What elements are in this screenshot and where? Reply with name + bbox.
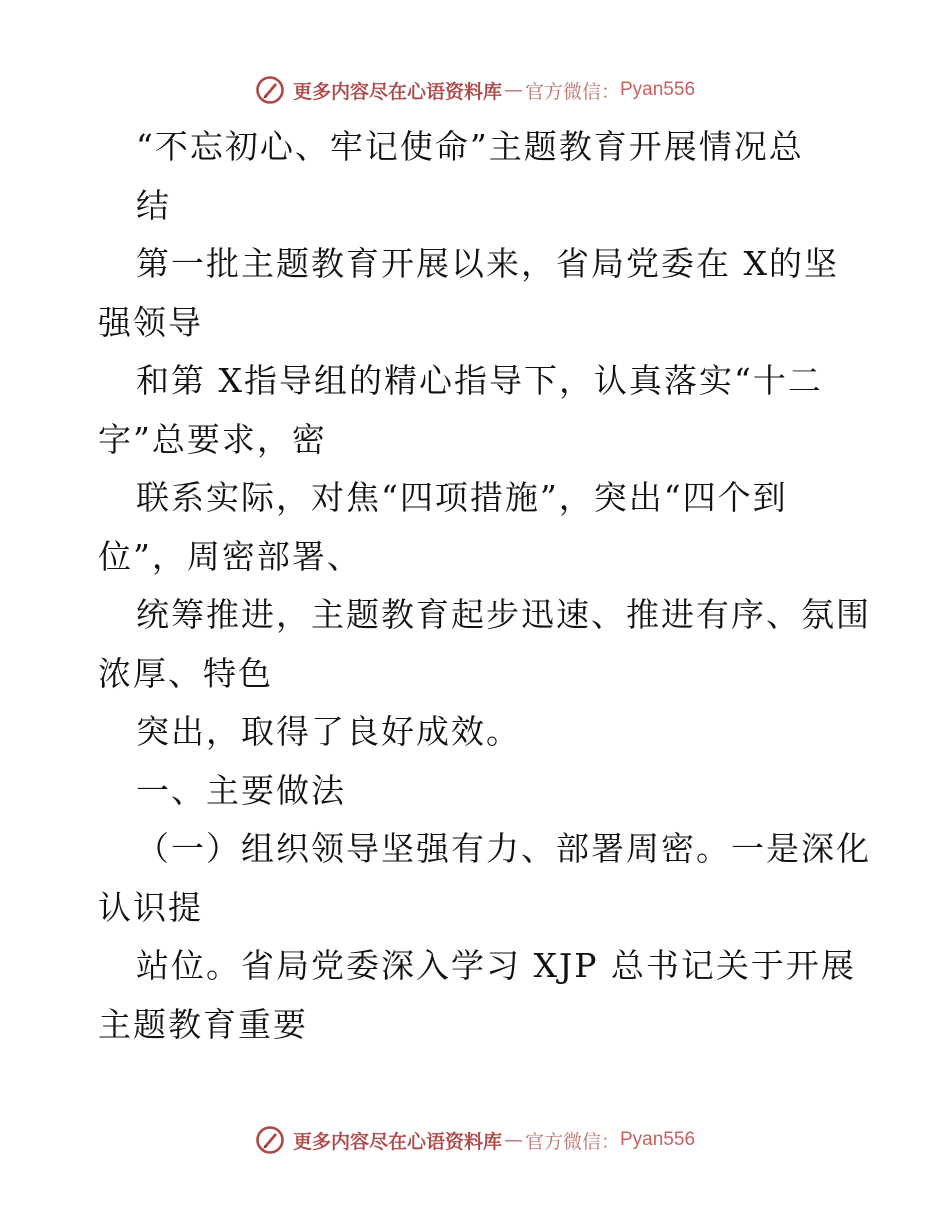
- watermark-wechat-id: Pyan556: [620, 79, 696, 100]
- paragraph-line: 联系实际，对焦“四项措施”，突出“四个到: [136, 478, 788, 517]
- watermark-dash: —: [503, 1129, 523, 1151]
- footer-watermark: [0, 1120, 950, 1160]
- subsection-heading-line: （一）组织领导坚强有力、部署周密。一是深化: [136, 829, 871, 868]
- paragraph-line: 统筹推进，主题教育起步迅速、推进有序、氛围: [136, 595, 871, 634]
- document-title-line-1: “不忘初心、牢记使命”主题教育开展情况总: [136, 127, 804, 166]
- paragraph-line: 站位。省局党委深入学习 XJP 总书记关于开展: [136, 946, 856, 985]
- paragraph-line: 字”总要求，密: [98, 419, 327, 459]
- watermark-dash: —: [503, 79, 523, 101]
- paragraph-line: 主题教育重要: [98, 1004, 308, 1044]
- watermark-wechat-label: 官方微信：: [524, 1130, 620, 1153]
- document-body: [98, 118, 871, 1054]
- header-watermark: [0, 70, 950, 110]
- paragraph-line: 位”，周密部署、: [98, 536, 362, 576]
- watermark-text: 更多内容尽在心语资料库: [292, 1130, 502, 1153]
- paragraph-line: 第一批主题教育开展以来，省局党委在 X的坚: [136, 244, 839, 283]
- watermark-wechat-id: Pyan556: [620, 1129, 696, 1150]
- paragraph-line: 突出，取得了良好成效。: [136, 712, 521, 751]
- watermark-wechat-label: 官方微信：: [524, 80, 620, 103]
- quill-pen-logo-icon: [255, 75, 285, 105]
- paragraph-line: 浓厚、特色: [98, 653, 273, 693]
- quill-pen-logo-icon: [255, 1125, 285, 1155]
- paragraph-line: 认识提: [98, 887, 203, 927]
- section-heading: 一、主要做法: [136, 770, 346, 810]
- paragraph-line: 强领导: [98, 302, 203, 342]
- document-title-line-2: 结: [136, 185, 171, 225]
- watermark-text: 更多内容尽在心语资料库: [292, 80, 502, 103]
- paragraph-line: 和第 X指导组的精心指导下，认真落实“十二: [136, 361, 823, 400]
